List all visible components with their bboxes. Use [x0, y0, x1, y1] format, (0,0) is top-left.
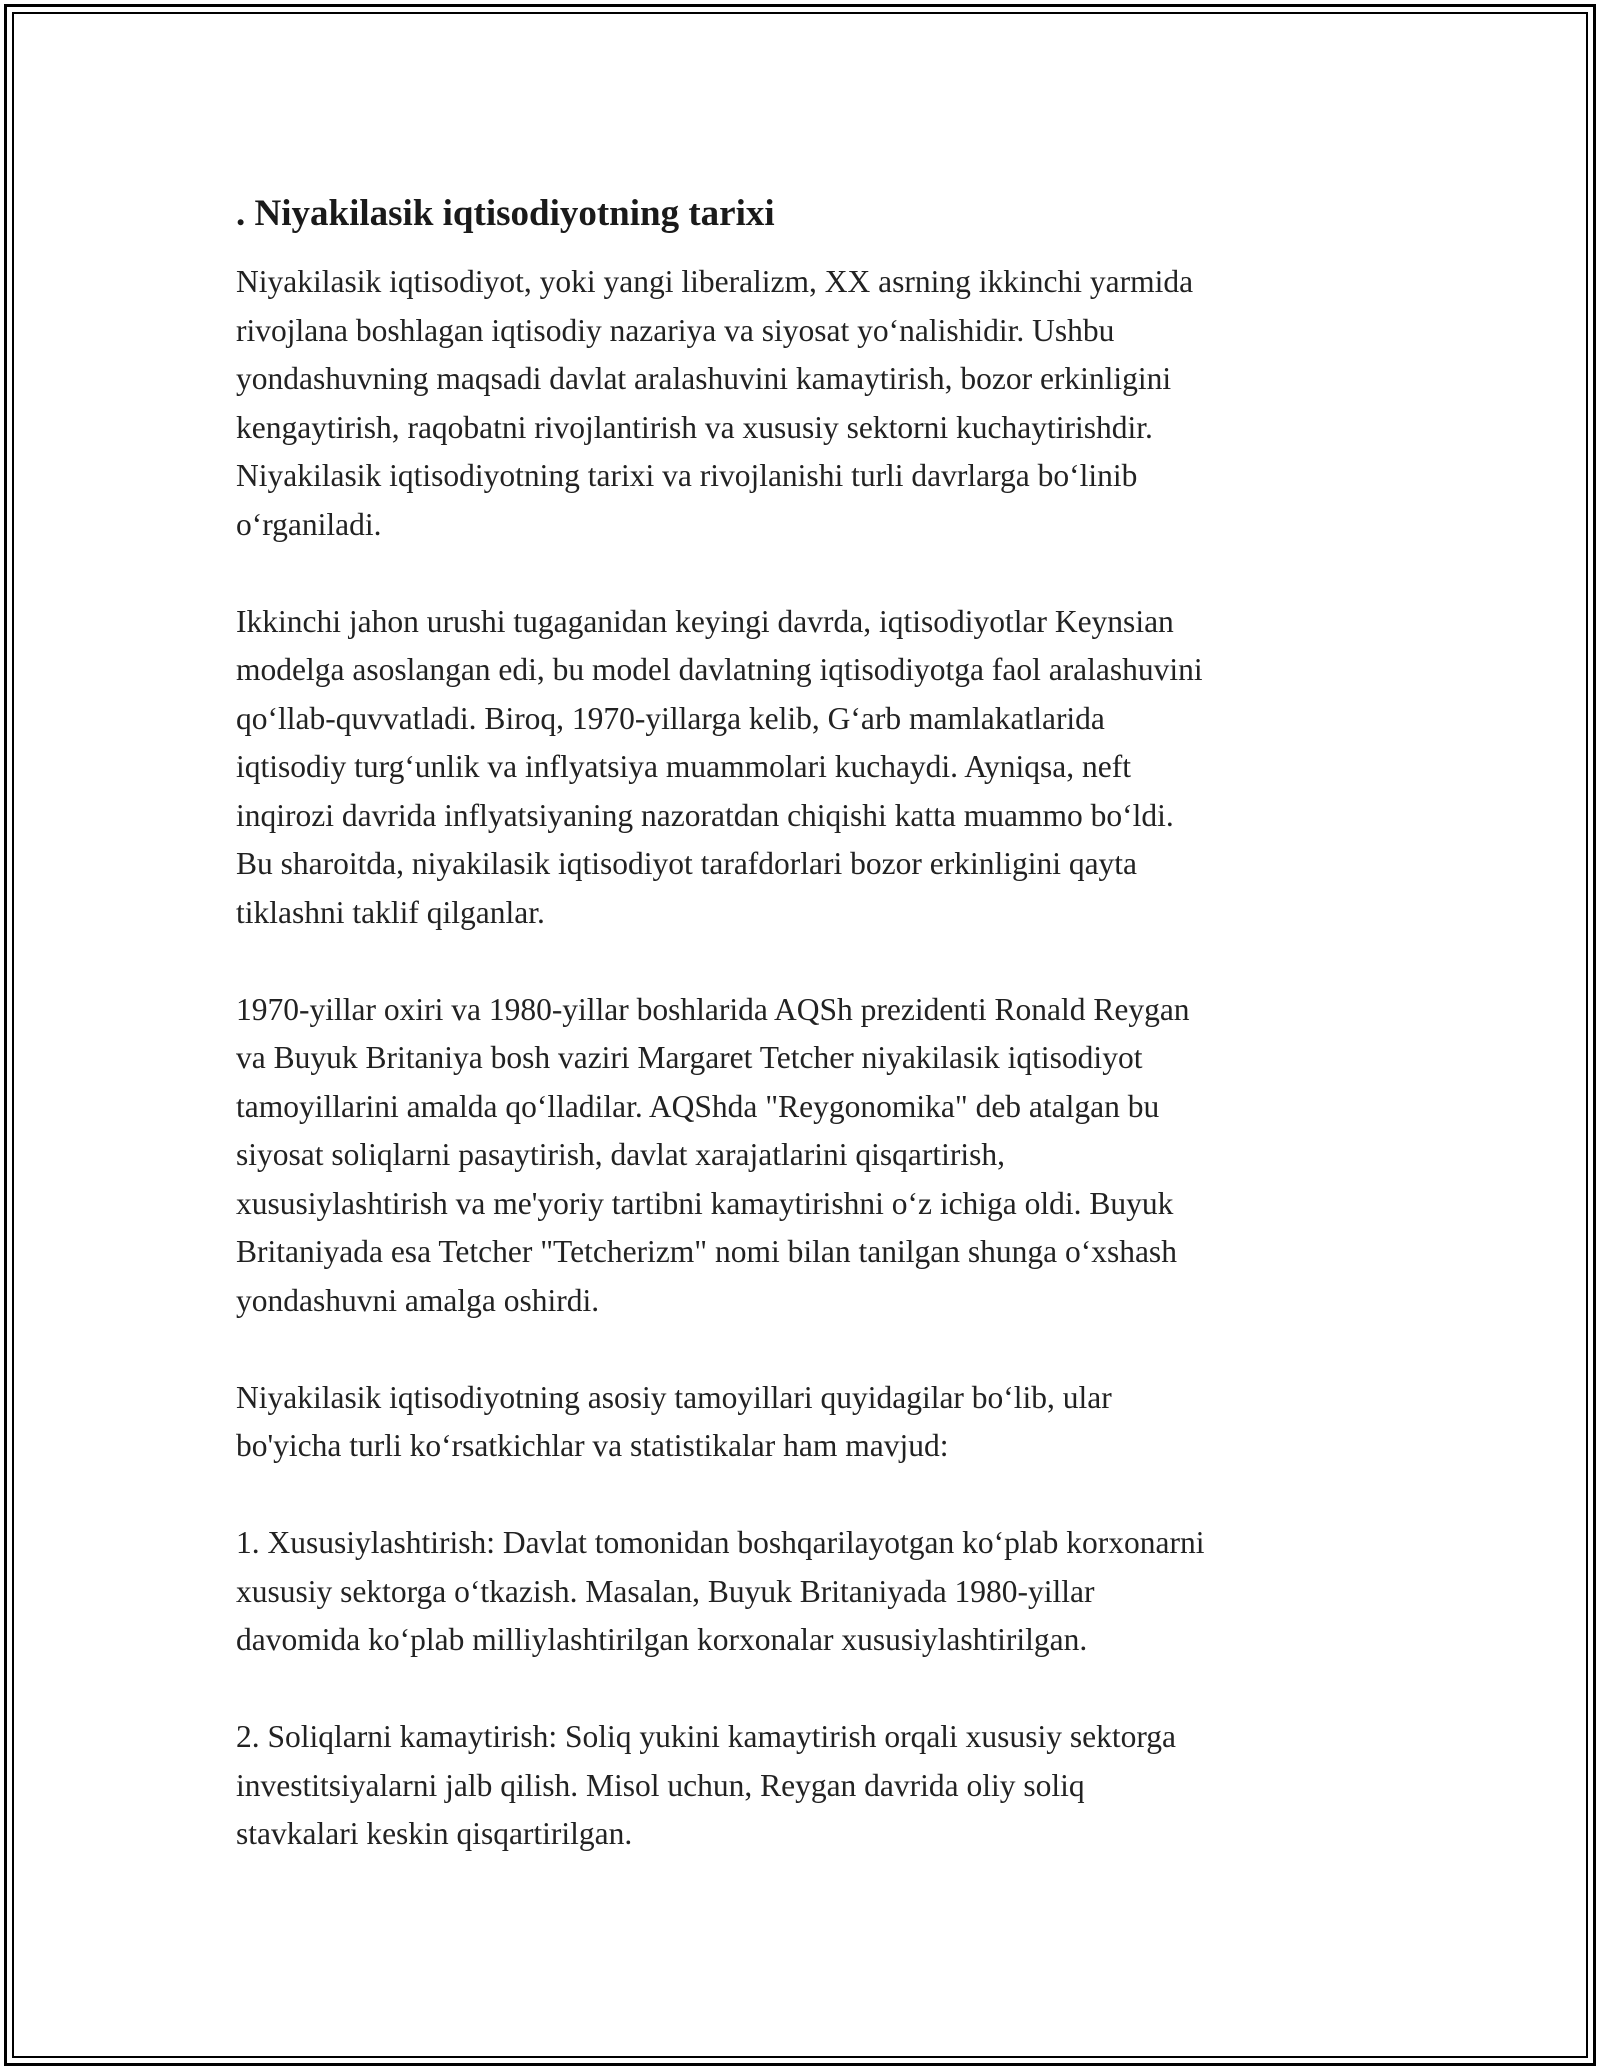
- paragraph-intro: Niyakilasik iqtisodiyot, yoki yangi liberalizm, XX asrning ikkinchi yarmida rivojlana boshlagan iqtisodiy nazariya va siyosat yo‘nalishidir. Ushbu yondashuvning maqsadi davlat aralashuvini kamaytirish, bozor erkinligini kengaytirish, raqobatni rivojlantirish va xususiy sektorni kuchaytirishdir. Niyakilasik iqtisodiyotning tarixi va rivojlanishi turli davrlarga bo‘linib o‘rganiladi.: [236, 264, 1194, 542]
- document-title: . Niyakilasik iqtisodiyotning tarixi: [236, 193, 775, 234]
- list-item-tax-reduction: 2. Soliqlarni kamaytirish: Soliq yukini kamaytirish orqali xususiy sektorga investitsiyalarni jalb qilish. Misol uchun, Reygan davrida oliy soliq stavkalari keskin qisqartirilgan.: [236, 1719, 1176, 1851]
- paragraph-reagan-thatcher: 1970-yillar oxiri va 1980-yillar boshlarida AQSh prezidenti Ronald Reygan va Buyuk Britaniya bosh vaziri Margaret Tetcher niyakilasik iqtisodiyot tamoyillarini amalda qo‘lladilar. AQShda "Reygonomika" deb atalgan bu siyosat soliqlarni pasaytirish, davlat xarajatlarini qisqartirish, xususiylashtirish va me'yoriy tartibni kamaytirishni o‘z ichiga oldi. Buyuk Britaniyada esa Tetcher "Tetcherizm" nomi bilan tanilgan shunga o‘xshash yondashuvni amalga oshirdi.: [236, 991, 1190, 1318]
- paragraph-post-war: Ikkinchi jahon urushi tugaganidan keyingi davrda, iqtisodiyotlar Keynsian modelga asoslangan edi, bu model davlatning iqtisodiyotga faol aralashuvini qo‘llab-quvvatladi. Biroq, 1970-yillarga kelib, G‘arb mamlakatlarida iqtisodiy turg‘unlik va inflyatsiya muammolari kuchaydi. Ayniqsa, neft inqirozi davrida inflyatsiyaning nazoratdan chiqishi katta muammo bo‘ldi. Bu sharoitda, niyakilasik iqtisodiyot tarafdorlari bozor erkinligini qayta tiklashni taklif qilganlar.: [236, 603, 1203, 930]
- list-item-privatization: 1. Xususiylashtirish: Davlat tomonidan boshqarilayotgan ko‘plab korxonarni xususiy sektorga o‘tkazish. Masalan, Buyuk Britaniyada 1980-yillar davomida ko‘plab milliylashtirilgan korxonalar xususiylashtirilgan.: [236, 1525, 1205, 1657]
- paragraph-principles-intro: Niyakilasik iqtisodiyotning asosiy tamoyillari quyidagilar bo‘lib, ular bo'yicha turli ko‘rsatkichlar va statistikalar ham mavjud:: [236, 1379, 1112, 1463]
- document-body: [236, 186, 1376, 1907]
